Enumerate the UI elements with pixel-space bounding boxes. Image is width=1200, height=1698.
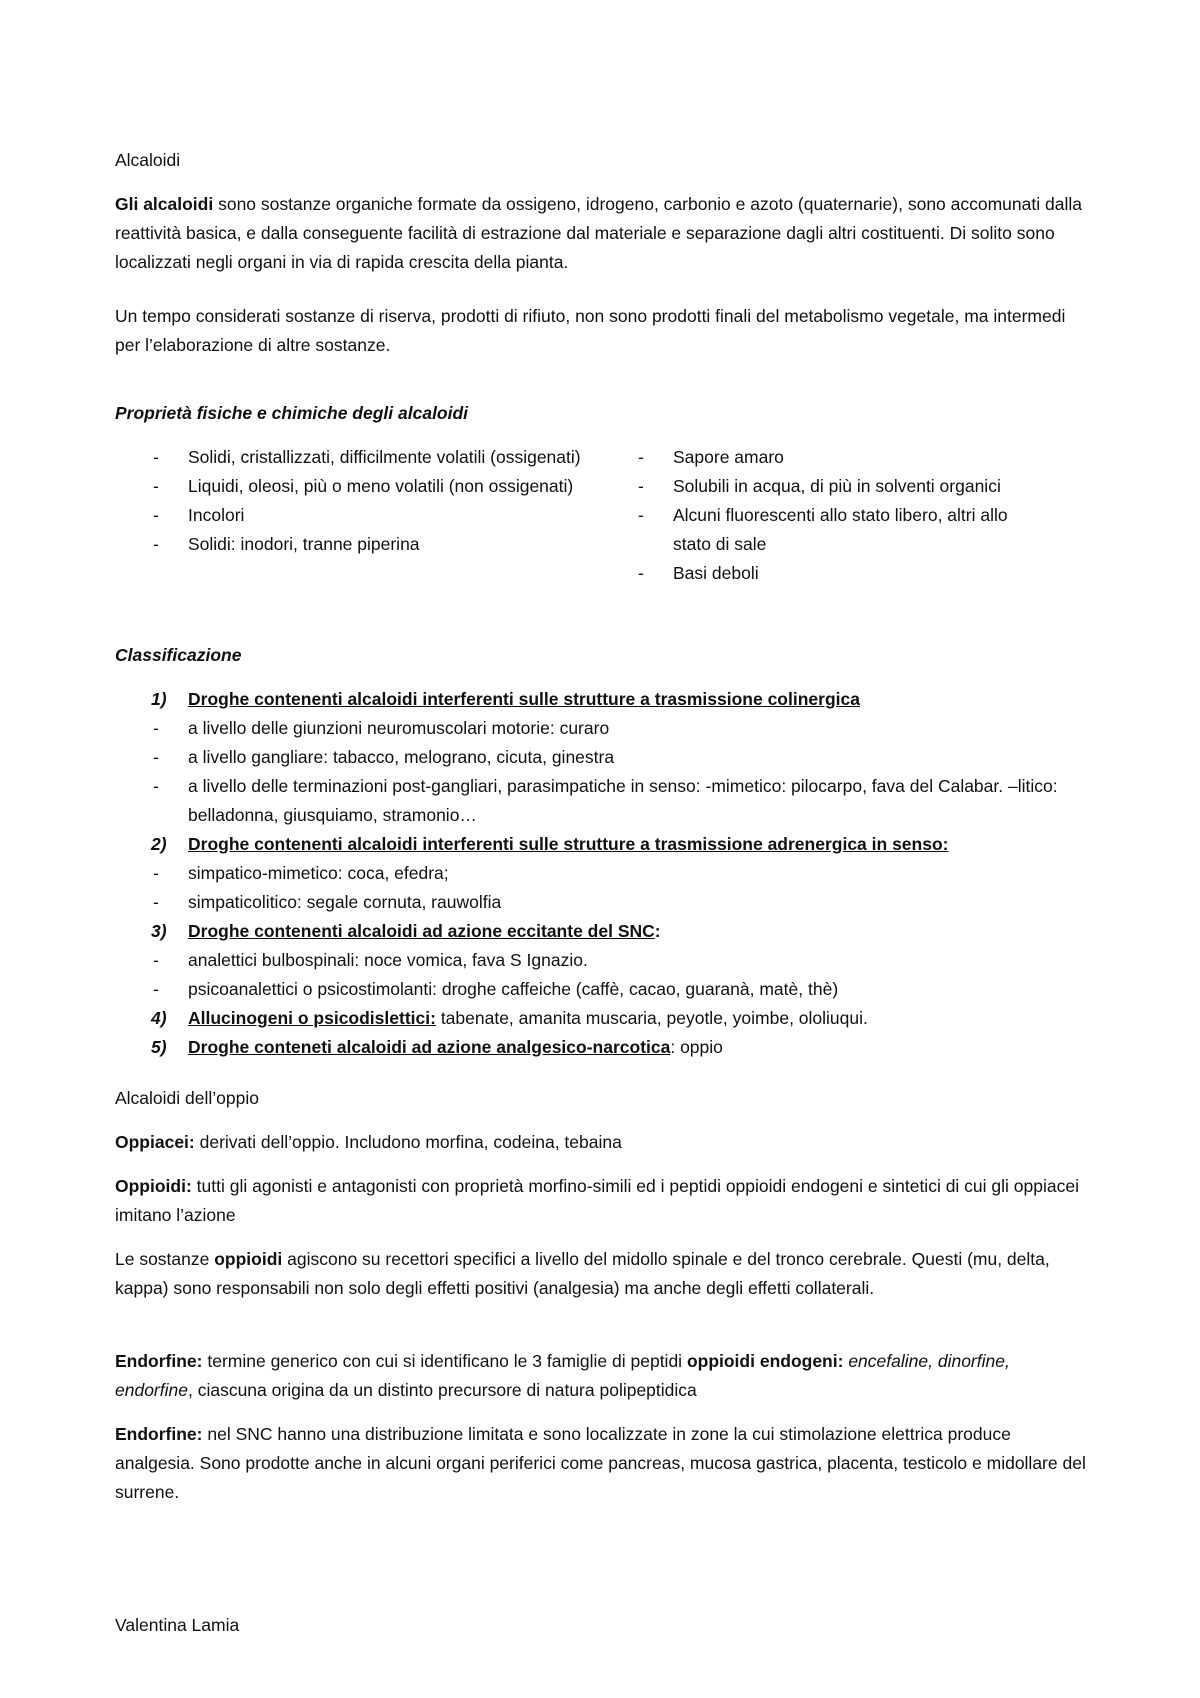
properties-left-list [115, 443, 600, 588]
class-title: Droghe contenenti alcaloidi interferenti sulle strutture a trasmissione adrenergica in senso: [188, 834, 949, 854]
intro-paragraph [115, 190, 1092, 277]
para-text: Le sostanze [115, 1249, 215, 1269]
list-item: - psicoanalettici o psicostimolanti: droghe caffeiche (caffè, cacao, guaranà, matè, thè) [115, 975, 1092, 1004]
term-bold: oppioidi endogeni: [686, 1351, 844, 1371]
intro-bold: Gli alcaloidi [115, 194, 214, 214]
class-items-2 [115, 859, 1092, 917]
list-item: - analettici bulbospinali: noce vomica, fava S Ignazio. [115, 946, 1092, 975]
para-text: nel SNC hanno una distribuzione limitata e sono localizzate in zone la cui stimolazione elettrica produce analgesia. Sono prodotte anche in alcuni organi periferici come pancreas, mucosa gastrica, placenta, testicolo e midollare del surrene. [115, 1424, 1086, 1502]
classification-heading: Classificazione [115, 645, 242, 665]
list-item: - Solidi, cristallizzati, difficilmente volatili (ossigenati) [115, 443, 600, 472]
properties-lists [115, 443, 1092, 588]
para-text: , ciascuna origina da un distinto precursore di natura polipeptidica [187, 1380, 697, 1400]
list-item: - Solidi: inodori, tranne piperina [115, 530, 600, 559]
intro-text: sono sostanze organiche formate da ossigeno, idrogeno, carbonio e azoto (quaternarie), sono accomunati dalla reattività basica, e dalla conseguente facilità di estrazione dal materiale e separazione dagli altri costituenti. Di solito sono localizzati negli organi in via di rapida crescita della pianta. [115, 194, 1082, 272]
term-text: derivati dell’oppio. Includono morfina, codeina, tebaina [194, 1132, 622, 1152]
item-number: 4) [151, 1008, 167, 1028]
list-item: - a livello delle giunzioni neuromuscolari motorie: curaro [115, 714, 1092, 743]
classification-list [115, 685, 1092, 1062]
list-item: - Incolori [115, 501, 600, 530]
page-title: Alcaloidi [115, 150, 181, 170]
oppiacei-paragraph [115, 1128, 1092, 1157]
intro-paragraph-2: Un tempo considerati sostanze di riserva, prodotti di rifiuto, non sono prodotti finali del metabolismo vegetale, ma intermedi per l’elaborazione di altre sostanze. [115, 306, 1066, 355]
class-items-1 [115, 714, 1092, 830]
list-item: - a livello delle terminazioni post-gangliari, parasimpatiche in senso: -mimetico: pilocarpo, fava del Calabar. –litico: belladonna, giusquiamo, stramonio… [115, 772, 1092, 830]
receptors-paragraph [115, 1245, 1092, 1303]
properties-right-list [600, 443, 1020, 588]
item-number: 5) [151, 1037, 167, 1057]
item-number: 1) [151, 689, 167, 709]
list-item: - simpaticolitico: segale cornuta, rauwolfia [115, 888, 1092, 917]
footer-author: Valentina Lamia [115, 1615, 240, 1635]
term-italic: encefaline, dinorfine, endorfine [115, 1351, 1010, 1400]
class-title-suffix: : [654, 921, 661, 941]
endorfine-paragraph-2 [115, 1420, 1092, 1507]
class-heading-4 [115, 1004, 1092, 1033]
para-text: agiscono su recettori specifici a livello del midollo spinale e del tronco cerebrale. Questi (mu, delta, kappa) sono responsabili non solo degli effetti positivi (analgesia) ma anche degli effetti collaterali. [115, 1249, 1050, 1298]
term-bold: Oppioidi: [115, 1176, 192, 1196]
list-item: - simpatico-mimetico: coca, efedra; [115, 859, 1092, 888]
list-item: - Basi deboli [600, 559, 1020, 588]
para-text: termine generico con cui si identificano le 3 famiglie di peptidi [202, 1351, 687, 1371]
endorfine-paragraph-1 [115, 1347, 1092, 1405]
class-heading-2 [115, 830, 1092, 859]
list-item: - a livello gangliare: tabacco, melograno, cicuta, ginestra [115, 743, 1092, 772]
list-item: - Alcuni fluorescenti allo stato libero, altri allo stato di sale [600, 501, 1020, 559]
class-title: Allucinogeni o psicodislettici: [188, 1008, 436, 1028]
item-number: 3) [151, 921, 167, 941]
oppioidi-paragraph [115, 1172, 1092, 1230]
term-bold: Endorfine: [115, 1424, 203, 1444]
class-title-suffix: : oppio [670, 1037, 723, 1057]
class-heading-1 [115, 685, 1092, 714]
opium-title: Alcaloidi dell’oppio [115, 1088, 259, 1108]
list-item: - Liquidi, oleosi, più o meno volatili (non ossigenati) [115, 472, 600, 501]
item-number: 2) [151, 834, 167, 854]
class-items-3 [115, 946, 1092, 1004]
class-title: Droghe conteneti alcaloidi ad azione analgesico-narcotica [188, 1037, 671, 1057]
class-title: Droghe contenenti alcaloidi ad azione eccitante del SNC [188, 921, 655, 941]
list-item: - Solubili in acqua, di più in solventi organici [600, 472, 1020, 501]
term-bold: Endorfine: [115, 1351, 203, 1371]
class-title: Droghe contenenti alcaloidi interferenti sulle strutture a trasmissione colinergica [188, 689, 860, 709]
term-bold: oppioidi [214, 1249, 283, 1269]
class-heading-3 [115, 917, 1092, 946]
class-title-suffix: tabenate, amanita muscaria, peyotle, yoimbe, ololiuqui. [435, 1008, 868, 1028]
term-bold: Oppiacei: [115, 1132, 195, 1152]
term-text: tutti gli agonisti e antagonisti con proprietà morfino-simili ed i peptidi oppioidi endogeni e sintetici di cui gli oppiacei imitano l’azione [115, 1176, 1079, 1225]
properties-heading: Proprietà fisiche e chimiche degli alcaloidi [115, 403, 469, 423]
list-item: - Sapore amaro [600, 443, 1020, 472]
class-heading-5 [115, 1033, 1092, 1062]
